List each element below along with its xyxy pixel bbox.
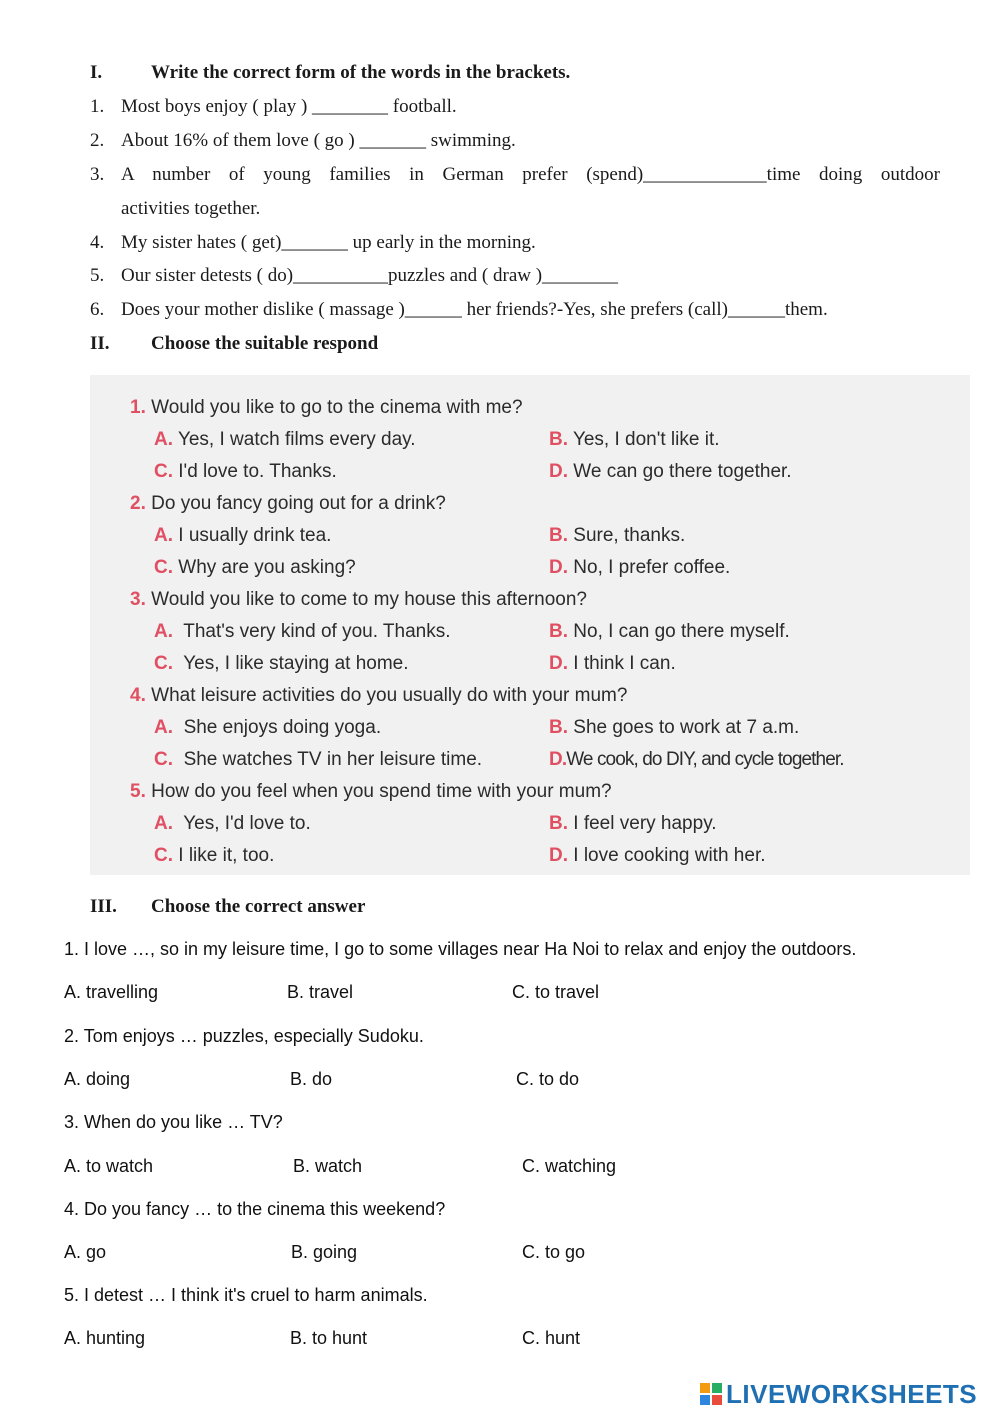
option-text: She goes to work at 7 a.m.	[573, 717, 800, 738]
option-text: Yes, I'd love to.	[183, 813, 311, 834]
option-letter: B.	[549, 429, 568, 450]
option-a[interactable]	[154, 525, 331, 547]
option-a[interactable]	[154, 813, 311, 835]
option-b[interactable]	[549, 621, 790, 643]
option-letter: B.	[549, 621, 568, 642]
option-b[interactable]	[549, 813, 717, 835]
option-letter: A.	[154, 717, 173, 738]
s1-item-text: Most boys enjoy ( play ) ________ football.	[121, 96, 457, 117]
option-b[interactable]	[549, 717, 799, 739]
option-text: I usually drink tea.	[178, 525, 332, 546]
option-letter: A.	[154, 525, 173, 546]
mcq-question-1: 1. I love …, so in my leisure time, I go to some villages near Ha Noi to relax and enjoy the outdoors.	[64, 939, 857, 959]
option-letter: B.	[549, 525, 568, 546]
option-text: That's very kind of you. Thanks.	[183, 621, 451, 642]
option-text: I love cooking with her.	[573, 845, 766, 866]
s1-item-number: 4.	[90, 232, 105, 253]
mcq-option-c[interactable]: C. watching	[522, 1156, 617, 1176]
option-text: No, I prefer coffee.	[573, 557, 731, 578]
section2-number: II.	[90, 333, 110, 354]
option-text: I feel very happy.	[573, 813, 717, 834]
option-letter: C.	[154, 557, 173, 578]
s1-item-text: Our sister detests ( do)__________puzzles and ( draw )________	[121, 265, 619, 286]
question-text: How do you feel when you spend time with your mum?	[151, 781, 612, 802]
option-d[interactable]	[549, 653, 676, 675]
s1-item-text: My sister hates ( get)_______ up early in the morning.	[121, 232, 536, 253]
option-letter: C.	[154, 845, 173, 866]
liveworksheets-logo[interactable]	[700, 1379, 977, 1409]
question-text: Do you fancy going out for a drink?	[151, 493, 446, 514]
section3-title: Choose the correct answer	[151, 896, 366, 917]
option-c[interactable]	[154, 653, 409, 675]
option-c[interactable]	[154, 461, 337, 483]
section1-number: I.	[90, 62, 103, 83]
respond-question-1	[130, 397, 523, 419]
option-text: Sure, thanks.	[573, 525, 686, 546]
option-letter: B.	[549, 717, 568, 738]
s1-item-number: 5.	[90, 265, 105, 286]
mcq-option-b[interactable]: B. going	[291, 1242, 358, 1262]
option-letter: A.	[154, 429, 173, 450]
option-letter: B.	[549, 813, 568, 834]
option-text: We can go there together.	[573, 461, 792, 482]
option-text: She watches TV in her leisure time.	[183, 749, 483, 770]
option-text: Yes, I don't like it.	[572, 429, 720, 450]
mcq-option-b[interactable]: B. to hunt	[290, 1328, 368, 1348]
s1-item-3	[90, 164, 940, 186]
option-a[interactable]	[154, 429, 416, 451]
option-d[interactable]	[549, 557, 730, 579]
mcq-question-4: 4. Do you fancy … to the cinema this weekend?	[64, 1199, 446, 1219]
option-letter: D.	[549, 557, 568, 578]
mcq-option-c[interactable]: C. to do	[516, 1069, 580, 1089]
option-text: She enjoys doing yoga.	[183, 717, 382, 738]
s1-item-2	[90, 130, 516, 152]
mcq-question-2: 2. Tom enjoys … puzzles, especially Sudoku.	[64, 1026, 424, 1046]
option-letter: C.	[154, 749, 173, 770]
option-text: Yes, I watch films every day.	[177, 429, 416, 450]
option-a[interactable]	[154, 717, 381, 739]
option-text: I'd love to. Thanks.	[178, 461, 337, 482]
logo-text: LIVEWORKSHEETS	[726, 1378, 978, 1409]
mcq-question-5: 5. I detest … I think it's cruel to harm animals.	[64, 1285, 428, 1305]
mcq-option-b[interactable]: B. do	[290, 1069, 333, 1089]
mcq-option-a[interactable]: A. travelling	[64, 982, 159, 1002]
respond-question-3	[130, 589, 587, 611]
question-number: 5.	[130, 781, 146, 802]
option-letter: A.	[154, 813, 173, 834]
mcq-option-a[interactable]: A. doing	[64, 1069, 131, 1089]
option-letter: D.	[549, 461, 568, 482]
option-d[interactable]	[549, 749, 844, 771]
s1-item-number: 3.	[90, 164, 105, 185]
option-letter: D.	[549, 749, 567, 770]
s1-item-1	[90, 96, 457, 118]
option-b[interactable]	[549, 525, 685, 547]
option-text: I like it, too.	[178, 845, 275, 866]
mcq-option-b[interactable]: B. watch	[293, 1156, 363, 1176]
logo-mark-icon	[700, 1383, 722, 1405]
respond-question-4	[130, 685, 627, 707]
option-letter: A.	[154, 621, 173, 642]
question-number: 2.	[130, 493, 146, 514]
s1-item-number: 6.	[90, 299, 105, 320]
option-letter: D.	[549, 653, 568, 674]
option-text: Why are you asking?	[178, 557, 356, 578]
section2-title: Choose the suitable respond	[151, 333, 379, 354]
mcq-option-c[interactable]: C. to go	[522, 1242, 586, 1262]
option-text: Yes, I like staying at home.	[183, 653, 409, 674]
section3-number: III.	[90, 896, 117, 917]
question-number: 4.	[130, 685, 146, 706]
option-text: No, I can go there myself.	[573, 621, 790, 642]
option-c[interactable]	[154, 557, 356, 579]
option-a[interactable]	[154, 621, 451, 643]
option-letter: C.	[154, 461, 173, 482]
mcq-question-3: 3. When do you like … TV?	[64, 1112, 283, 1132]
s1-item-text: Does your mother dislike ( massage )______ her friends?-Yes, she prefers (call)______them.	[121, 299, 828, 320]
mcq-option-a[interactable]: A. go	[64, 1242, 107, 1262]
mcq-option-c[interactable]: C. to travel	[512, 982, 600, 1002]
option-letter: C.	[154, 653, 173, 674]
option-c[interactable]	[154, 749, 482, 771]
respond-exercise-box	[90, 375, 970, 875]
s1-item-number: 1.	[90, 96, 105, 117]
option-d[interactable]	[549, 461, 792, 483]
option-text: We cook, do DIY, and cycle together.	[566, 749, 844, 770]
s1-item-text: About 16% of them love ( go ) _______ swimming.	[121, 130, 516, 151]
s1-item-5	[90, 265, 618, 287]
respond-question-2	[130, 493, 446, 515]
question-number: 1.	[130, 397, 146, 418]
s1-item-number: 2.	[90, 130, 105, 151]
respond-question-5	[130, 781, 612, 803]
option-text: I think I can.	[573, 653, 676, 674]
mcq-option-b[interactable]: B. travel	[287, 982, 354, 1002]
question-number: 3.	[130, 589, 146, 610]
option-b[interactable]	[549, 429, 720, 451]
s1-item-3-continued: activities together.	[121, 198, 261, 219]
option-d[interactable]	[549, 845, 766, 867]
s1-item-text: A number of young families in German prefer (spend)_____________time doing outdoor	[121, 164, 940, 185]
option-c[interactable]	[154, 845, 274, 867]
mcq-option-a[interactable]: A. to watch	[64, 1156, 154, 1176]
question-text: Would you like to come to my house this afternoon?	[151, 589, 587, 610]
section1-title: Write the correct form of the words in the brackets.	[151, 62, 571, 83]
question-text: Would you like to go to the cinema with me?	[151, 397, 523, 418]
mcq-option-c[interactable]: C. hunt	[522, 1328, 581, 1348]
s1-item-6	[90, 299, 828, 321]
question-text: What leisure activities do you usually do with your mum?	[151, 685, 628, 706]
option-letter: D.	[549, 845, 568, 866]
s1-item-4	[90, 232, 536, 254]
mcq-option-a[interactable]: A. hunting	[64, 1328, 146, 1348]
